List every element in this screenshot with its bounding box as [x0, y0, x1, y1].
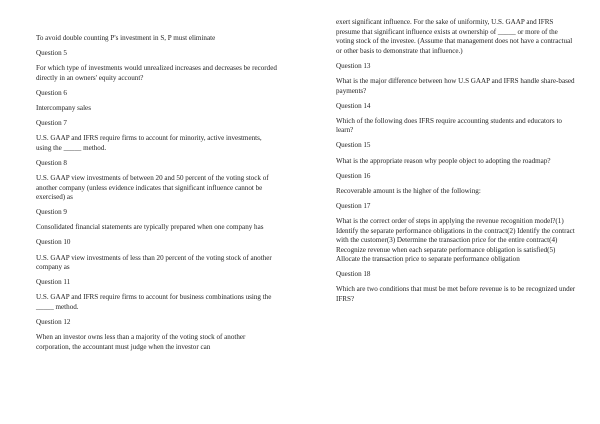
question-heading: Question 7: [36, 119, 67, 128]
question-text: U.S. GAAP view investments of less than 20 percent of the voting stock of another company as: [36, 253, 272, 272]
question-text: Intercompany sales: [36, 103, 91, 112]
question-text: Consolidated financial statements are typically prepared when one company has: [36, 223, 264, 232]
question-text: What is the correct order of steps in applying the revenue recognition model?(1) Identify the separate performance obligations in the contract(2) Identify the contract with the customer(3) Determine the transaction price for the entire contract(4) Recognize revenue when each separate performance obligation is satisfied(5) Allocate the transaction price to separate performance obligation: [336, 216, 575, 264]
question-text: exert significant influence. For the sake of uniformity, U.S. GAAP and IFRS presume that significant influence exists at ownership of _____ or more of the voting stock of the investee. (Assume that management does not have a contractual or other basis to demonstrate that influence.): [336, 18, 573, 55]
question-text: What is the major difference between how U.S GAAP and IFRS handle share-based payments?: [336, 76, 575, 95]
question-text: Which of the following does IFRS require accounting students and educators to learn?: [336, 116, 562, 135]
question-text: For which type of investments would unrealized increases and decreases be recorded directly in an owners' equity account?: [36, 64, 277, 82]
question-heading: Question 16: [336, 171, 371, 180]
question-heading: Question 13: [336, 61, 371, 70]
question-text: U.S. GAAP and IFRS require firms to account for business combinations using the _____ method.: [36, 293, 272, 311]
question-heading: Question 8: [36, 158, 67, 167]
question-heading: Question 12: [36, 317, 71, 326]
question-text: Recoverable amount is the higher of the following:: [336, 186, 481, 195]
question-heading: Question 15: [336, 141, 371, 150]
question-heading: Question 17: [336, 201, 371, 210]
question-heading: Question 5: [36, 49, 67, 58]
paragraph: To avoid double counting P's investment in S, P must eliminate: [36, 34, 216, 42]
question-heading: Question 18: [336, 270, 371, 279]
right-column: [336, 18, 576, 310]
question-text: What is the appropriate reason why people object to adopting the roadmap?: [336, 156, 551, 165]
question-heading: Question 9: [36, 208, 67, 217]
question-heading: Question 6: [36, 88, 67, 97]
question-heading: Question 14: [336, 101, 371, 110]
question-text: When an investor owns less than a majority of the voting stock of another corporation, the accountant must judge when the investor can: [36, 333, 246, 351]
left-column: [36, 34, 278, 358]
question-heading: Question 11: [36, 278, 71, 287]
question-text: Which are two conditions that must be met before revenue is to be recognized under IFRS?: [336, 285, 576, 304]
question-text: U.S. GAAP and IFRS require firms to account for minority, active investments, using the _____ method.: [36, 134, 262, 152]
question-heading: Question 10: [36, 238, 71, 247]
question-text: U.S. GAAP view investments of between 20 and 50 percent of the voting stock of another company (unless evidence indicates that significant influence cannot be exercised) as: [36, 173, 269, 202]
